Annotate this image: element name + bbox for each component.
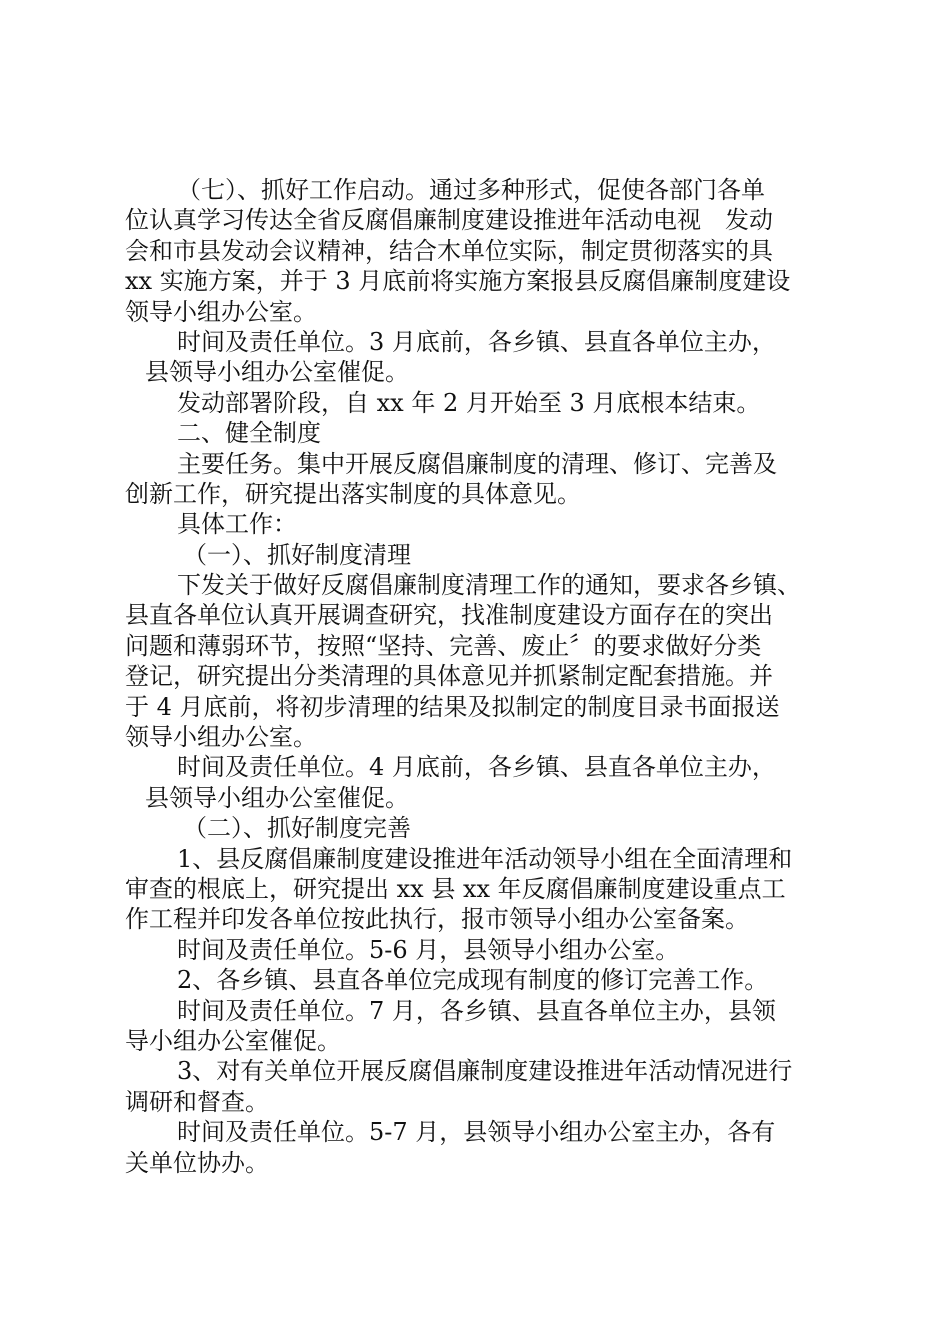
subsection-heading: （二）、抓好制度完善 xyxy=(183,814,411,843)
paragraph-line: 1、县反腐倡廉制度建设推进年活动领导小组在全面清理和 xyxy=(177,844,793,873)
paragraph-line: 会和市县发动会议精神，结合木单位实际，制定贯彻落实的具 xyxy=(125,236,773,265)
paragraph-line: xx 实施方案，并于 3 月底前将实施方案报县反腐倡廉制度建设 xyxy=(125,267,791,296)
paragraph-line: 创新工作，研究提出落实制度的具体意见。 xyxy=(125,479,581,508)
paragraph-line: 问题和薄弱环节，按照“坚持、完善、废止〞的要求做好分类 xyxy=(125,631,762,660)
paragraph-line: 具体工作： xyxy=(177,510,297,539)
document-body xyxy=(125,175,835,1178)
paragraph-line: 审查的根底上，研究提出 xx 县 xx 年反腐倡廉制度建设重点工 xyxy=(125,874,786,903)
paragraph-line: 于 4 月底前，将初步清理的结果及拟制定的制度目录书面报送 xyxy=(125,692,780,721)
paragraph-line: 3、对有关单位开展反腐倡廉制度建设推进年活动情况进行 xyxy=(177,1057,793,1086)
paragraph-line: 领导小组办公室。 xyxy=(125,297,317,326)
paragraph-line: 调研和督查。 xyxy=(125,1087,269,1116)
paragraph-line: 关单位协办。 xyxy=(125,1148,269,1177)
paragraph-line: 时间及责任单位。3 月底前，各乡镇、县直各单位主办， xyxy=(177,327,776,356)
subsection-heading: （一）、抓好制度清理 xyxy=(183,540,411,569)
section-heading: 二、健全制度 xyxy=(177,419,321,448)
paragraph-line: 主要任务。集中开展反腐倡廉制度的清理、修订、完善及 xyxy=(177,449,777,478)
paragraph-line: 时间及责任单位。5-6 月，县领导小组办公室。 xyxy=(177,935,680,964)
paragraph-line: 位认真学习传达全省反腐倡廉制度建设推进年活动电视 发动 xyxy=(125,206,773,235)
paragraph-line: 县领导小组办公室催促。 xyxy=(145,783,409,812)
paragraph-line: 作工程并印发各单位按此执行，报市领导小组办公室备案。 xyxy=(125,905,749,934)
paragraph-line: 导小组办公室催促。 xyxy=(125,1026,341,1055)
paragraph-line: 时间及责任单位。7 月，各乡镇、县直各单位主办，县领 xyxy=(177,996,776,1025)
paragraph-line: 时间及责任单位。4 月底前，各乡镇、县直各单位主办， xyxy=(177,753,776,782)
paragraph-line: 时间及责任单位。5-7 月，县领导小组办公室主办，各有 xyxy=(177,1118,776,1147)
paragraph-line: 发动部署阶段，自 xx 年 2 月开始至 3 月底根本结束。 xyxy=(177,388,761,417)
paragraph-line: 县直各单位认真开展调查研究，找准制度建设方面存在的突出 xyxy=(125,601,773,630)
paragraph-line: 2、各乡镇、县直各单位完成现有制度的修订完善工作。 xyxy=(177,966,769,995)
paragraph-line: 县领导小组办公室催促。 xyxy=(145,358,409,387)
paragraph-line: 登记，研究提出分类清理的具体意见并抓紧制定配套措施。并 xyxy=(125,662,773,691)
paragraph-line: 下发关于做好反腐倡廉制度清理工作的通知，要求各乡镇、 xyxy=(177,571,801,600)
paragraph-line: 领导小组办公室。 xyxy=(125,723,317,752)
paragraph-line: （七）、抓好工作启动。通过多种形式，促使各部门各单 xyxy=(177,176,765,204)
